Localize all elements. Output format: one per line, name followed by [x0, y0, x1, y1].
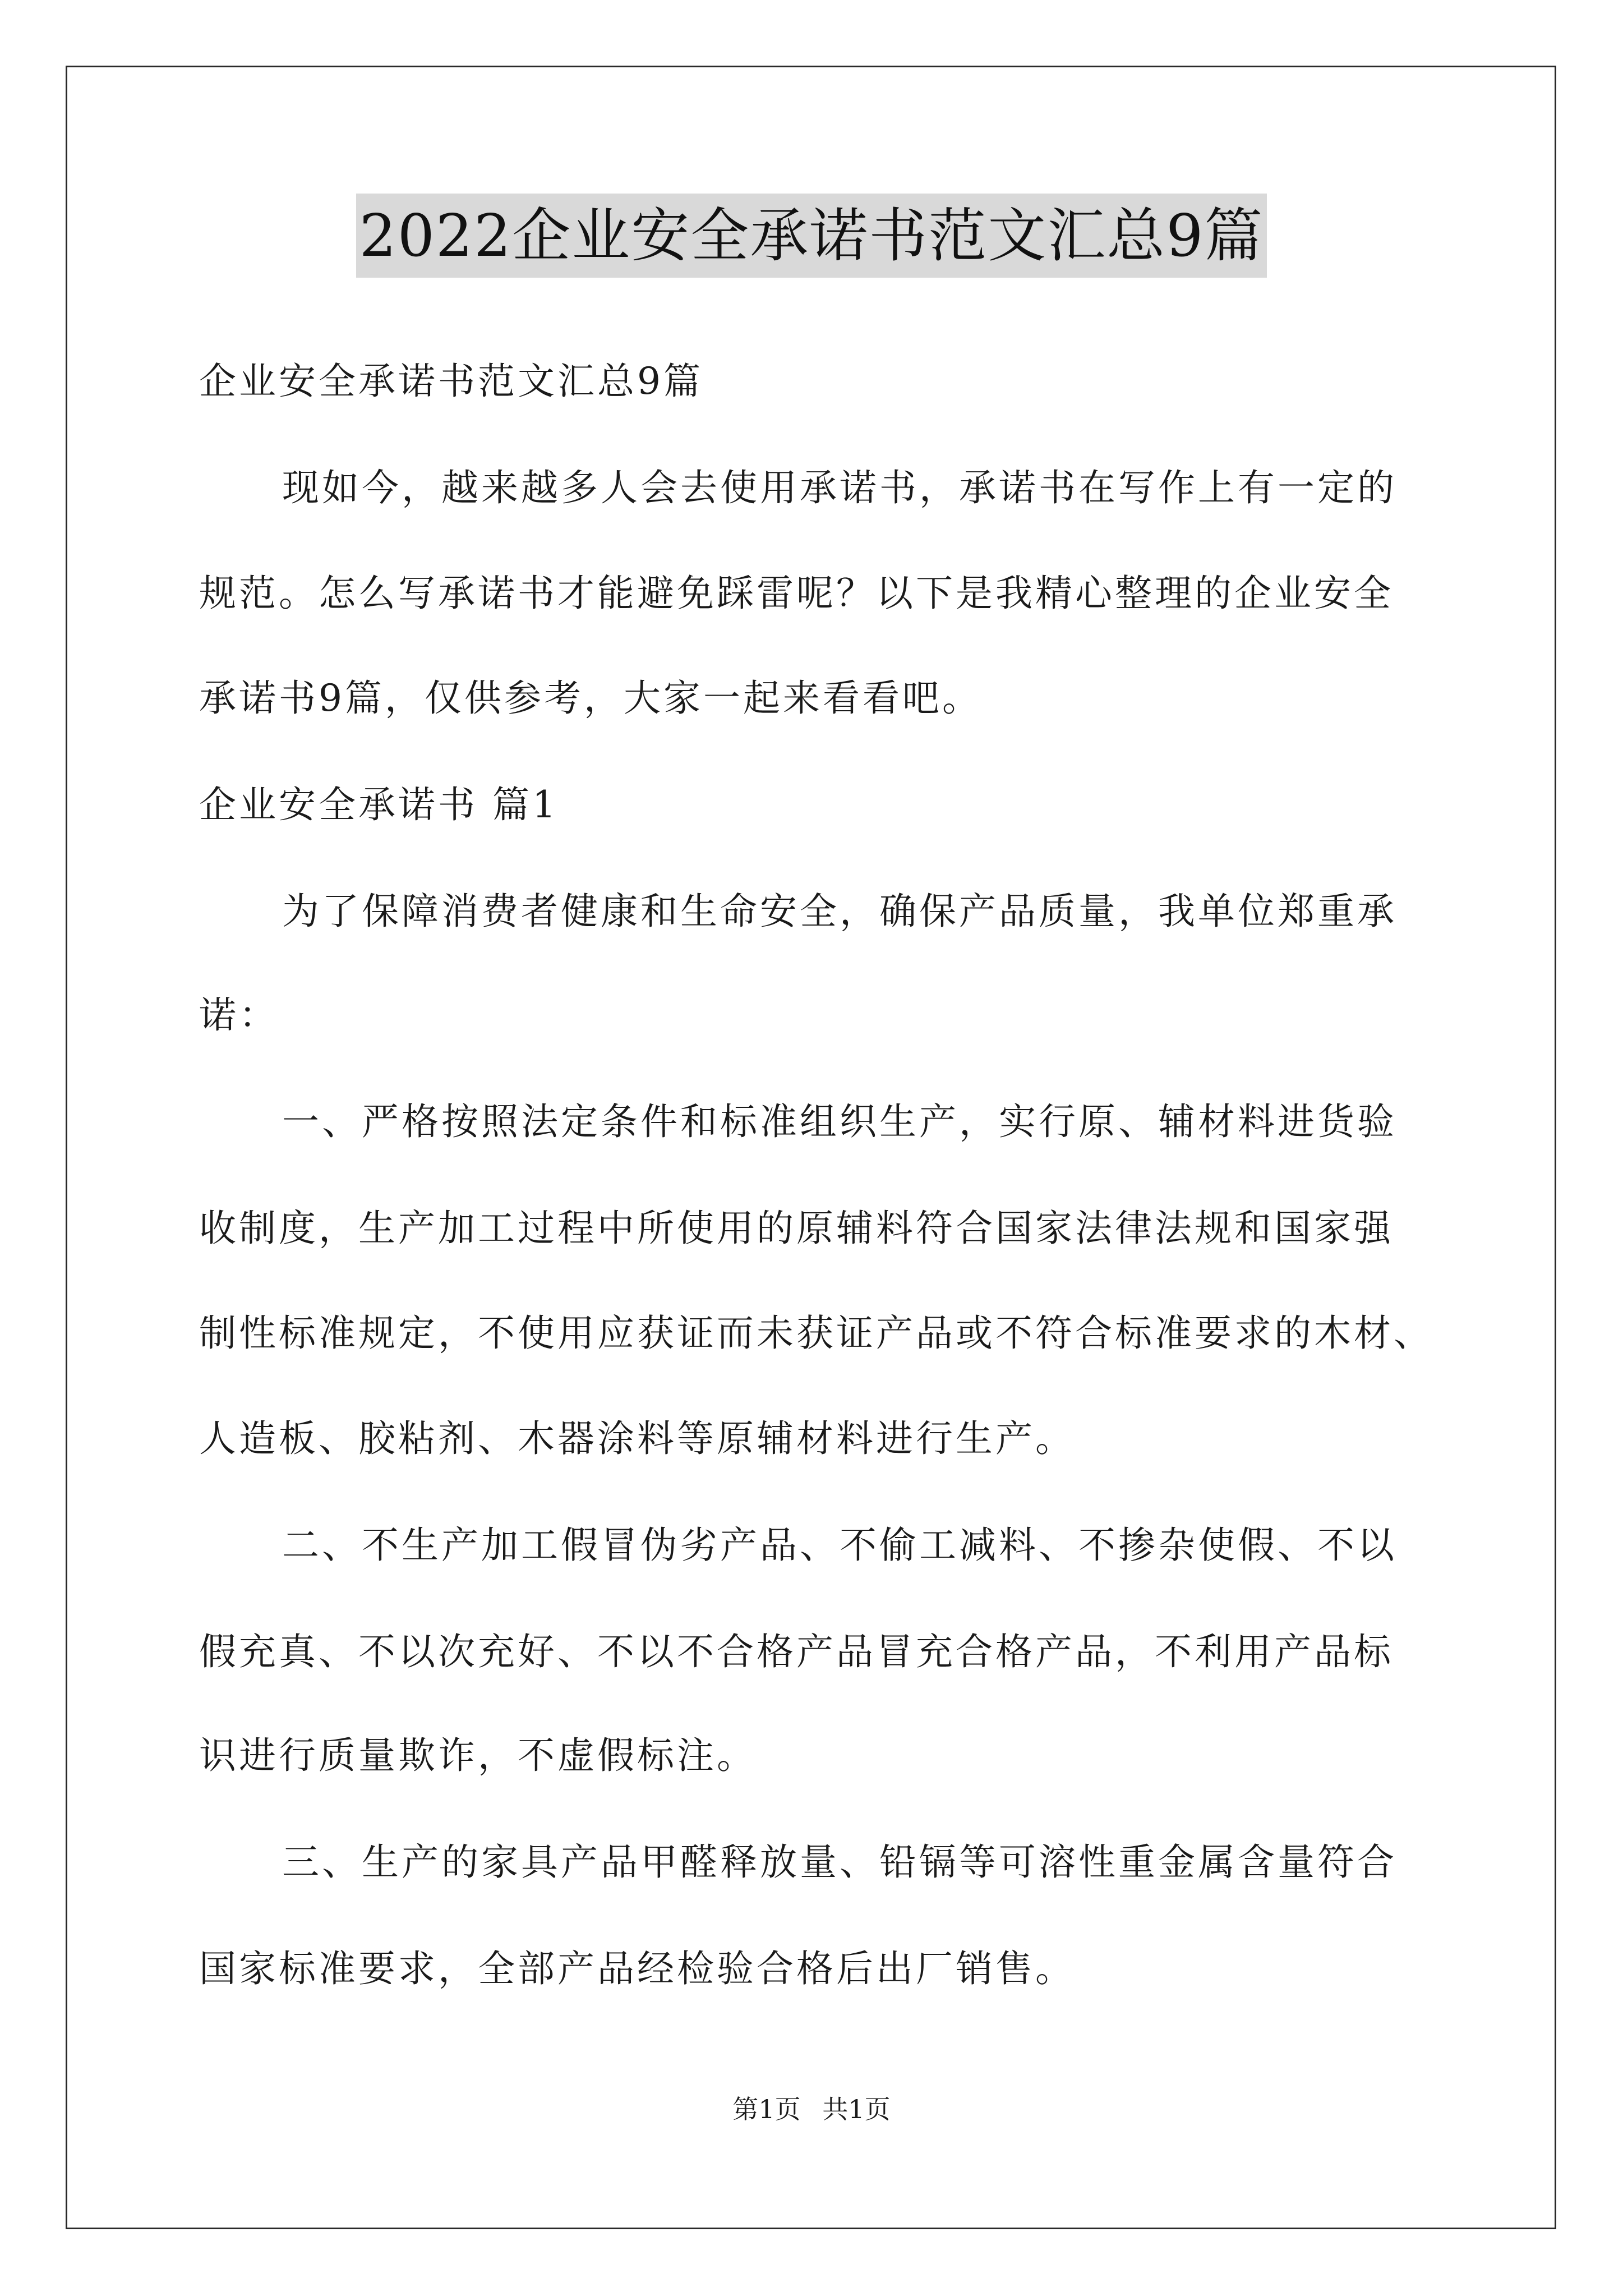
paragraph-line: 人造板、胶粘剂、木器涂料等原辅材料进行生产。 [199, 1417, 1075, 1460]
paragraph-line: 诺： [199, 993, 279, 1037]
page-footer [0, 2092, 1623, 2126]
section-heading: 企业安全承诺书 篇1 [199, 783, 559, 826]
page-number-current: 第1页 [732, 2094, 801, 2124]
paragraph-line: 假充真、不以次充好、不以不合格产品冒充合格产品，不利用产品标 [199, 1630, 1394, 1673]
paragraph-line: 识进行质量欺诈，不虚假标注。 [199, 1734, 757, 1777]
paragraph-line: 承诺书9篇，仅供参考，大家一起来看看吧。 [199, 677, 982, 720]
paragraph-line: 收制度，生产加工过程中所使用的原辅料符合国家法律法规和国家强 [199, 1207, 1394, 1250]
paragraph-line: 为了保障消费者健康和生命安全，确保产品质量，我单位郑重承 [282, 890, 1397, 933]
paragraph-line: 国家标准要求，全部产品经检验合格后出厂销售。 [199, 1947, 1075, 1990]
paragraph-line: 制性标准规定，不使用应获证而未获证产品或不符合标准要求的木材、 [199, 1312, 1433, 1355]
paragraph-line: 现如今，越来越多人会去使用承诺书，承诺书在写作上有一定的 [282, 466, 1397, 509]
paragraph-line: 三、生产的家具产品甲醛释放量、铅镉等可溶性重金属含量符合 [282, 1841, 1397, 1884]
paragraph-line: 二、不生产加工假冒伪劣产品、不偷工减料、不掺杂使假、不以 [282, 1524, 1397, 1567]
document-title: 2022企业安全承诺书范文汇总9篇 [356, 194, 1267, 278]
paragraph-line: 规范。怎么写承诺书才能避免踩雷呢？以下是我精心整理的企业安全 [199, 572, 1394, 615]
page-number-total: 共1页 [822, 2094, 891, 2124]
subtitle-line: 企业安全承诺书范文汇总9篇 [199, 360, 703, 403]
paragraph-line: 一、严格按照法定条件和标准组织生产，实行原、辅材料进货验 [282, 1100, 1397, 1143]
title-container [0, 194, 1623, 278]
